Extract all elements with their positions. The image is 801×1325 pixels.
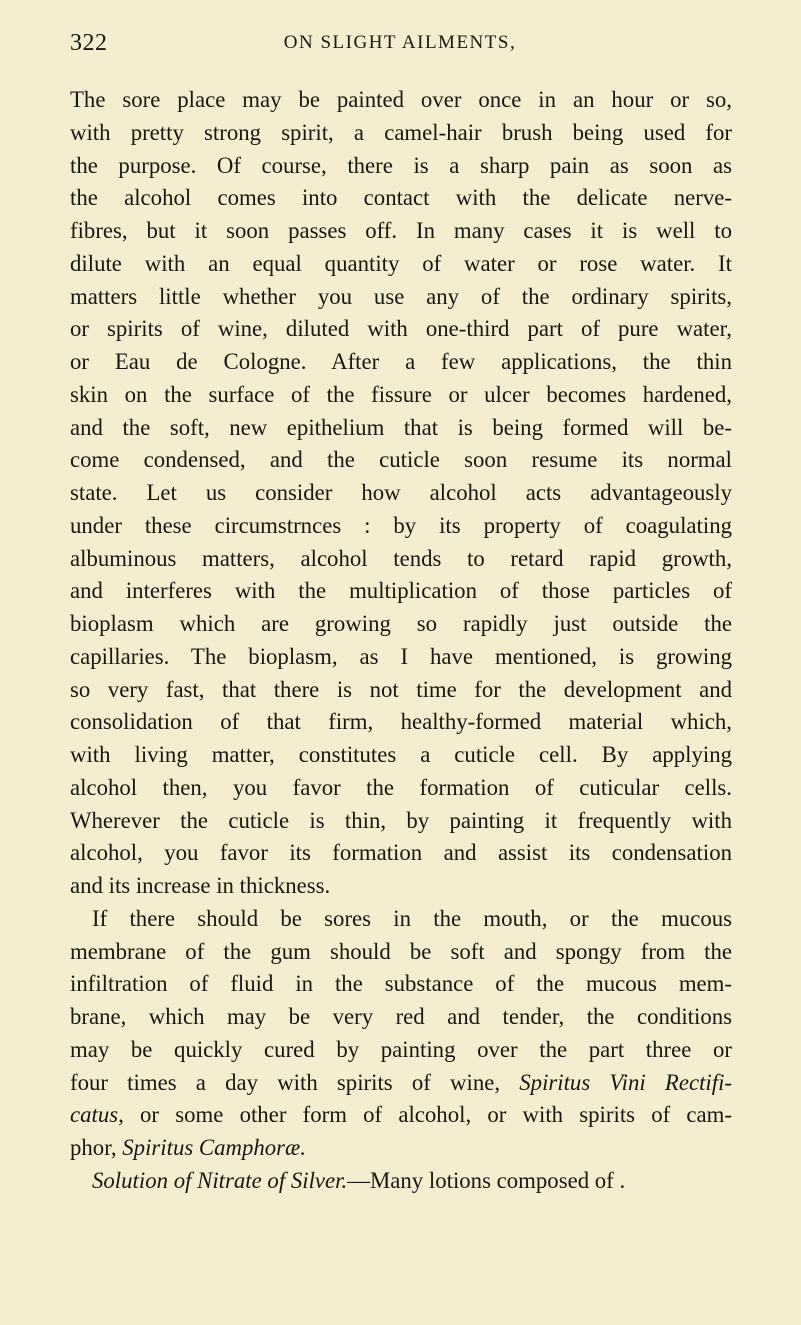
text-line xyxy=(70,313,732,346)
italic-text: catus xyxy=(70,1102,119,1128)
text-line xyxy=(70,674,732,707)
text-segment: alcohol, you favor its formation and assist its condensation xyxy=(70,840,732,866)
text-line xyxy=(70,1165,732,1198)
text-segment: dilute with an equal quantity of water or rose water. It xyxy=(70,250,732,276)
text-line xyxy=(70,805,732,838)
text-segment: infiltration of fluid in the substance of the mucous mem- xyxy=(70,971,732,997)
text-segment: the alcohol comes into contact with the delicate nerve- xyxy=(70,185,732,211)
text-segment: matters little whether you use any of the ordinary spirits, xyxy=(70,283,732,309)
text-segment: under these circumstrnces : by its property of coagulating xyxy=(70,512,732,538)
page-number: 322 xyxy=(70,30,108,56)
text-line xyxy=(70,936,732,969)
text-segment: alcohol then, you favor the formation of cuticular cells. xyxy=(70,774,732,800)
text-line xyxy=(70,608,732,641)
text-line xyxy=(70,182,732,215)
text-line xyxy=(70,248,732,281)
text-segment: membrane of the gum should be soft and spongy from the xyxy=(70,938,732,964)
text-line xyxy=(70,1001,732,1034)
text-line xyxy=(70,1034,732,1067)
text-line xyxy=(70,510,732,543)
text-line xyxy=(70,968,732,1001)
text-line xyxy=(70,1132,732,1165)
text-segment: —Many lotions composed of . xyxy=(347,1167,626,1193)
text-segment: capillaries. The bioplasm, as I have mentioned, is growing xyxy=(70,643,732,669)
text-line xyxy=(70,903,732,936)
text-line xyxy=(70,84,732,117)
text-segment: with living matter, constitutes a cuticle cell. By applying xyxy=(70,742,732,767)
page-header xyxy=(70,30,730,60)
text-segment: four times a day with spirits of wine, xyxy=(70,1069,520,1095)
text-segment: so very fast, that there is not time for the development and xyxy=(70,676,732,702)
text-segment: phor, xyxy=(70,1135,123,1160)
text-line xyxy=(70,837,732,870)
text-line xyxy=(70,379,732,412)
text-segment: and interferes with the multiplication of those particles of xyxy=(70,578,732,604)
text-segment: with pretty strong spirit, a camel-hair brush being used for xyxy=(70,119,732,145)
text-segment: fibres, but it soon passes off. In many cases it is well to xyxy=(70,218,732,243)
text-line xyxy=(70,706,732,739)
text-segment: or spirits of wine, diluted with one-third part of pure water, xyxy=(70,316,732,342)
italic-text: Spiritus Vini Rectifi- xyxy=(519,1069,732,1095)
text-line xyxy=(70,281,732,314)
text-segment: skin on the surface of the fissure or ulcer becomes hardened, xyxy=(70,381,732,407)
text-line xyxy=(70,477,732,510)
running-title: ON SLIGHT AILMENTS, xyxy=(283,32,517,53)
text-segment: brane, which may be very red and tender, the conditions xyxy=(70,1004,732,1029)
text-line xyxy=(70,575,732,608)
text-line xyxy=(70,346,732,379)
text-segment: If there should be sores in the mouth, or the mucous xyxy=(92,905,732,931)
text-segment: state. Let us consider how alcohol acts advantageously xyxy=(70,480,732,505)
text-line xyxy=(70,1099,732,1132)
text-line xyxy=(70,412,732,445)
text-segment: The sore place may be painted over once in an hour or so, xyxy=(70,87,732,112)
text-line xyxy=(70,150,732,183)
text-segment: or Eau de Cologne. After a few applications, the thin xyxy=(70,349,732,374)
text-line xyxy=(70,1067,732,1100)
text-line xyxy=(70,870,732,903)
text-segment: and the soft, new epithelium that is being formed will be- xyxy=(70,414,732,440)
text-line xyxy=(70,739,732,772)
text-line xyxy=(70,444,732,477)
text-segment: come condensed, and the cuticle soon resume its normal xyxy=(70,447,732,473)
text-segment: may be quickly cured by painting over the part three or xyxy=(70,1036,732,1062)
italic-text: Spiritus Camphoræ. xyxy=(122,1135,306,1160)
text-line xyxy=(70,772,732,805)
text-segment: the purpose. Of course, there is a sharp pain as soon as xyxy=(70,152,732,178)
text-segment: and its increase in thickness. xyxy=(70,873,331,898)
body-text xyxy=(70,84,732,1198)
text-segment: Wherever the cuticle is thin, by painting it frequently with xyxy=(70,807,732,833)
text-segment: consolidation of that firm, healthy-formed material which, xyxy=(70,709,732,735)
text-segment: albuminous matters, alcohol tends to retard rapid growth, xyxy=(70,545,732,571)
text-line xyxy=(70,641,732,674)
italic-text: Solution of Nitrate of Silver. xyxy=(92,1167,348,1193)
text-line xyxy=(70,215,732,248)
text-segment: , or some other form of alcohol, or with spirits of cam- xyxy=(118,1102,732,1128)
text-line xyxy=(70,117,732,150)
text-segment: bioplasm which are growing so rapidly just outside the xyxy=(70,611,732,636)
text-line xyxy=(70,543,732,576)
